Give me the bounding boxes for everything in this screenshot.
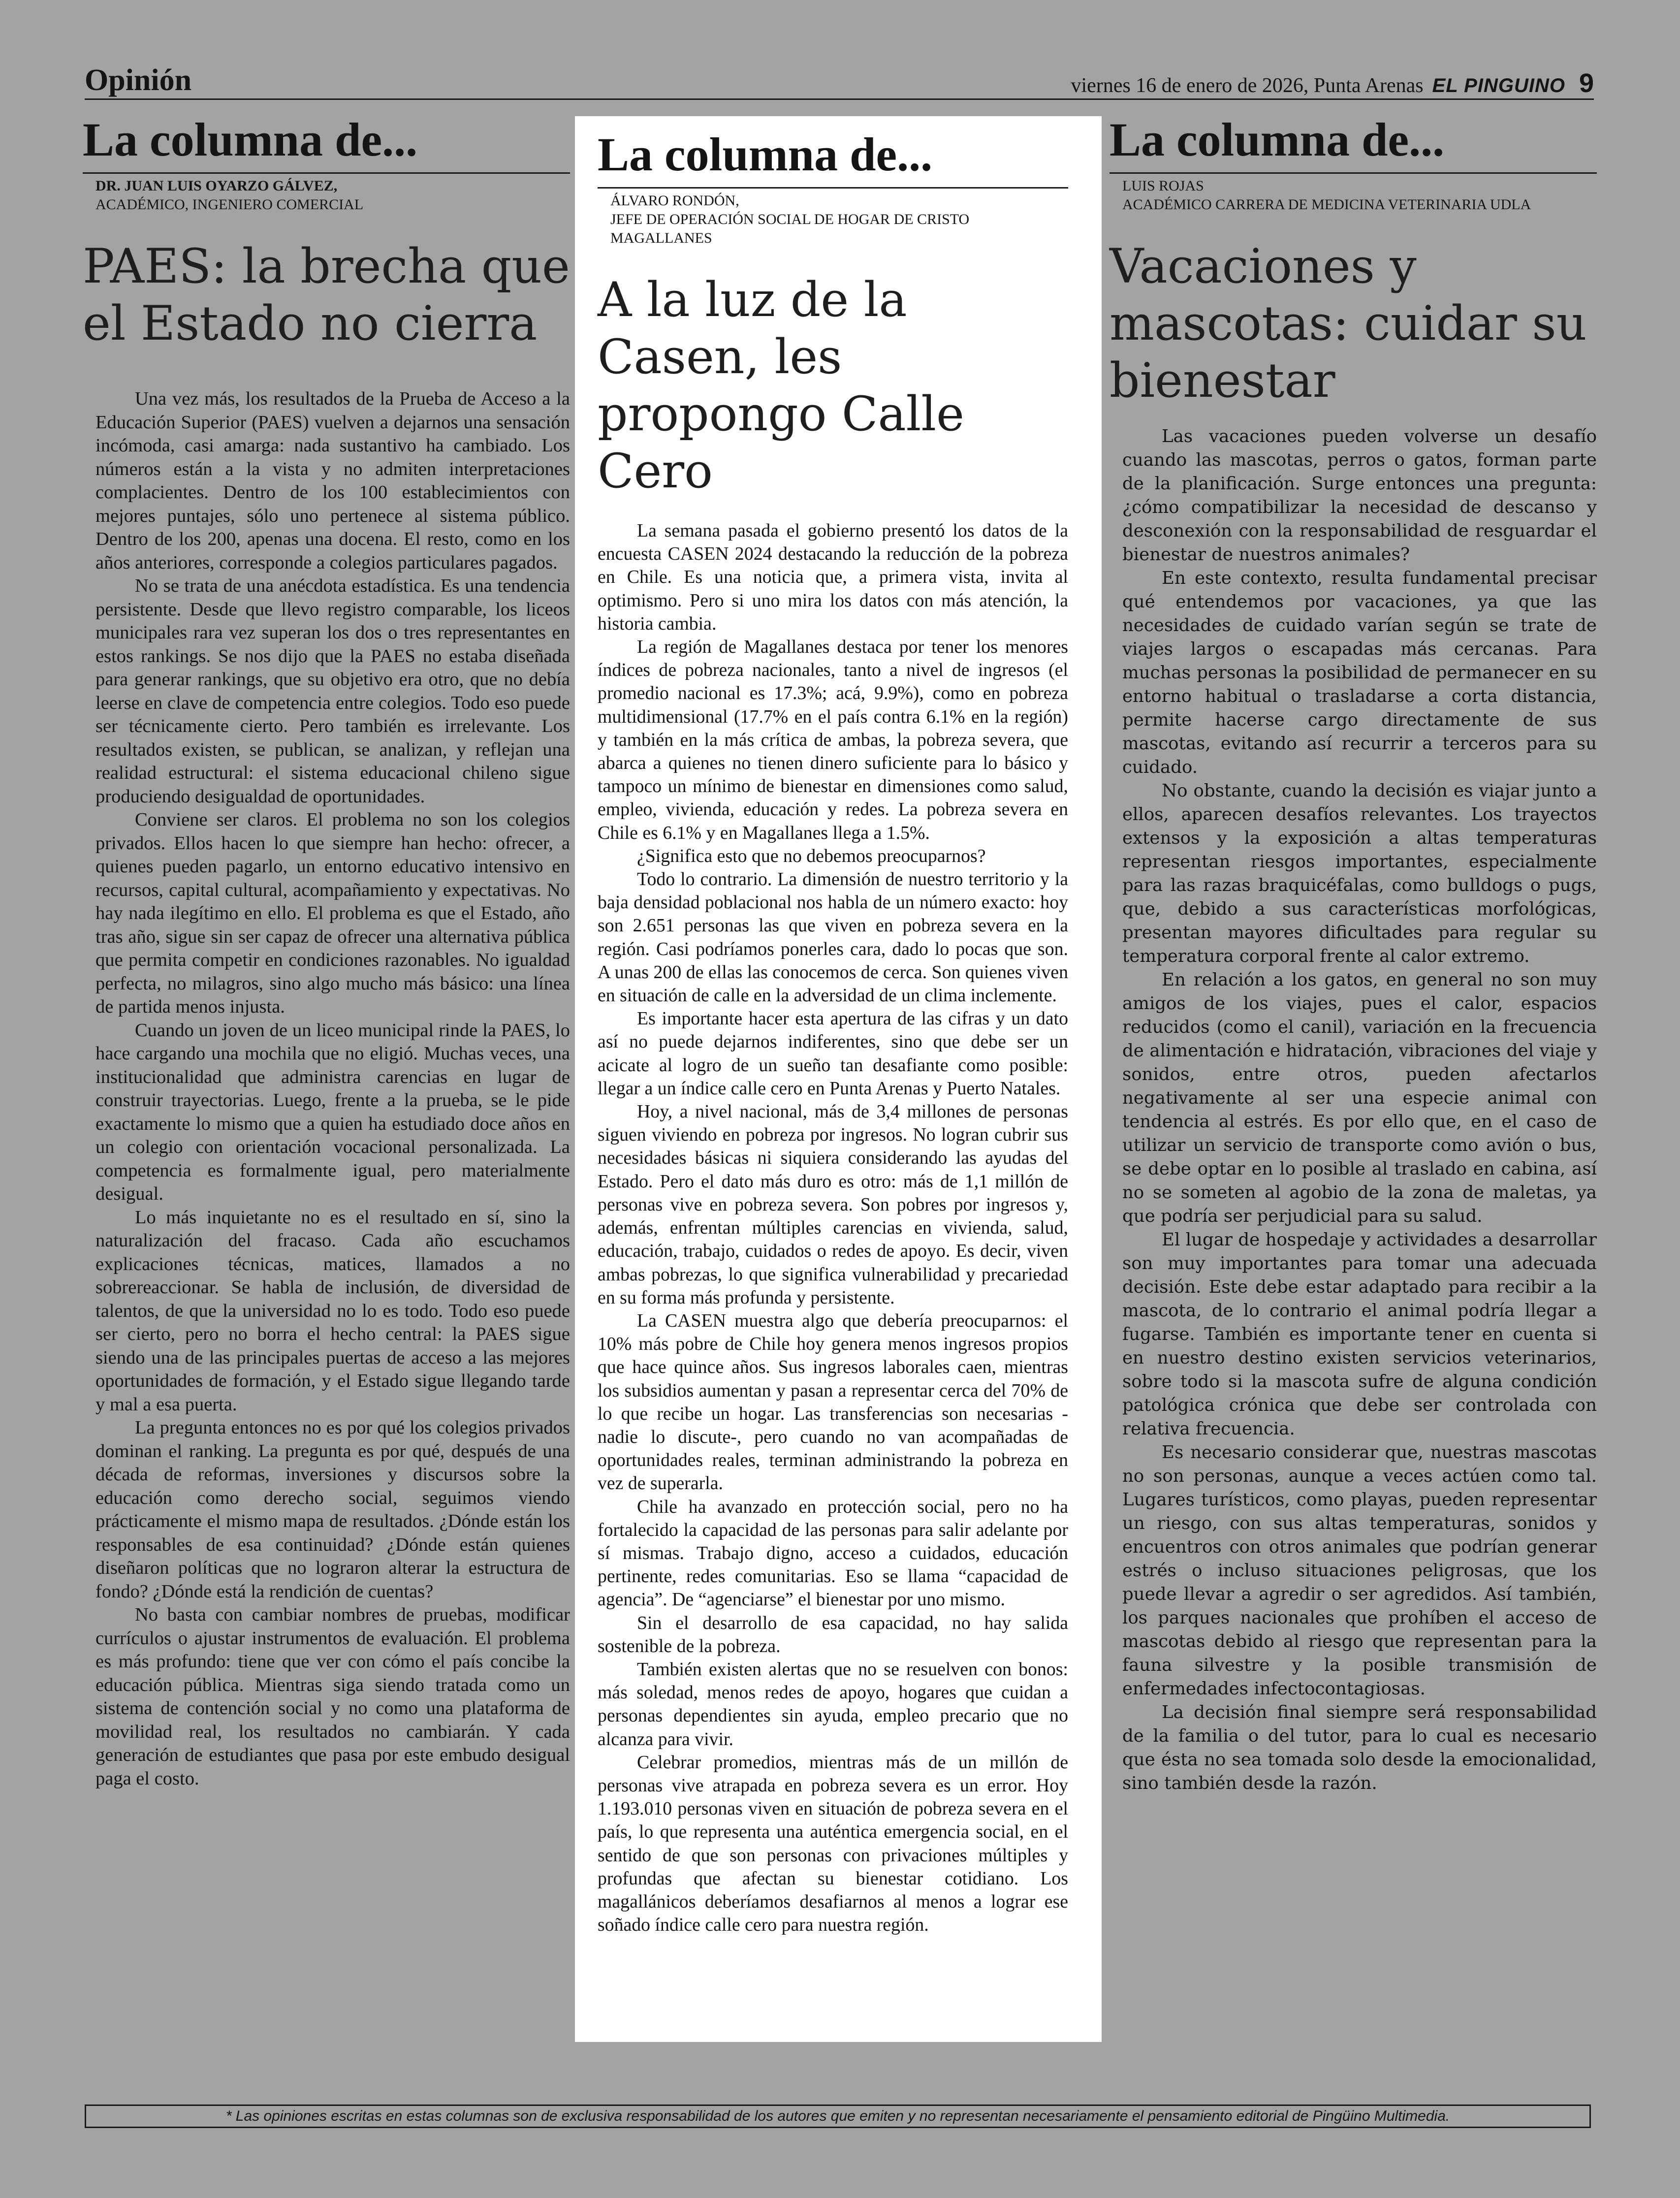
- author-name: ÁLVARO RONDÓN,: [610, 192, 739, 209]
- paragraph: Cuando un joven de un liceo municipal rinde la PAES, lo hace cargando una mochila que no eligió. Muchas veces, una institucionalidad que administra carencias en lugar de construir trayectorias. Luego, frente a la prueba, se le pide exactamente lo mismo que a quien ha estudiado doce años en un colegio con orientación vocacional personalizada. La competencia es formalmente igual, pero materialmente desigual.: [95, 1019, 570, 1204]
- author-byline: [1109, 177, 1597, 214]
- paragraph: No obstante, cuando la decisión es viajar junto a ellos, aparecen desafíos relevantes. Los trayectos extensos y la exposición a altas temperaturas representan riesgos importantes, especialmente para las razas braquicéfalas, como bulldogs o pugs, que, debido a sus características morfológicas, presentan mayores dificultades para regular su temperatura corporal frente al calor extremo.: [1122, 781, 1597, 966]
- column-left: [83, 113, 570, 1790]
- paragraph: La pregunta entonces no es por qué los colegios privados dominan el ranking. La pregunta es por qué, después de una década de reformas, inversiones y discursos sobre la educación como derecho social, seguimos viendo prácticamente el mismo mapa de resultados. ¿Dónde están los responsables de esa continuidad? ¿Dónde están quienes diseñaron políticas que no lograron alterar la estructura de fondo? ¿Dónde está la rendición de cuentas?: [95, 1417, 570, 1602]
- header-meta: [1071, 68, 1594, 98]
- paragraph: No basta con cambiar nombres de pruebas, modificar currículos o ajustar instrumentos de evaluación. El problema es más profundo: tiene que ver con cómo el país concibe la educación pública. Mientras siga siendo tratada como un sistema de contención social y no como una plataforma de movilidad real, los resultados no cambiarán. Y cada generación de estudiantes que pasa por este embudo desigual paga el costo.: [95, 1604, 570, 1789]
- page-number: 9: [1579, 68, 1594, 98]
- paragraph: Hoy, a nivel nacional, más de 3,4 millones de personas siguen viviendo en pobreza por ingresos. No logran cubrir sus necesidades básicas ni siquiera considerando las ayudas del Estado. Pero el dato más duro es otro: más de 1,1 millón de personas vive en pobreza severa. Son pobres por ingresos y, además, enfrentan múltiples carencias en vivienda, salud, educación, trabajo, cuidados o redes de apoyo. Es decir, viven ambas pobrezas, lo que significa vulnerabilidad y precariedad en su forma más profunda y persistente.: [598, 1101, 1068, 1308]
- article-body: [1109, 425, 1597, 1795]
- article-title: A la luz de la Casen, les propongo Calle Cero: [598, 272, 964, 499]
- paragraph: Chile ha avanzado en protección social, pero no ha fortalecido la capacidad de las personas para salir adelante por sí mismas. Trabajo digno, acceso a cuidados, educación pertinente, redes comunitarias. Eso se llama “capacidad de agencia”. De “agenciarse” el bienestar por uno mismo.: [598, 1496, 1068, 1610]
- author-byline: [598, 191, 1068, 248]
- paragraph: Una vez más, los resultados de la Prueba de Acceso a la Educación Superior (PAES) vuelven a dejarnos una sensación incómoda, casi amarga: nada sustantivo ha cambiado. Los números están a la vista y no admiten interpretaciones complacientes. Dentro de los 100 establecimientos con mejores puntajes, sólo uno pertenece al sistema público. Dentro de los 200, apenas una docena. El resto, como en los años anteriores, corresponde a colegios particulares pagados.: [95, 388, 570, 573]
- page-header: [85, 60, 1594, 100]
- article-body: [83, 387, 570, 1790]
- column-kicker: La columna de...: [598, 131, 1068, 189]
- paragraph: El lugar de hospedaje y actividades a desarrollar son muy importantes para tomar una adecuada decisión. Este debe estar adaptado para recibir a la mascota, de lo contrario el animal podría llegar a fugarse. También es importante tener en cuenta si en nuestro destino existen servicios veterinarios, sobre todo si la mascota sufre de alguna condición patológica crónica que debe ser controlada con relativa frecuencia.: [1122, 1230, 1597, 1439]
- paragraph: Lo más inquietante no es el resultado en sí, sino la naturalización del fracaso. Cada año escuchamos explicaciones técnicas, matices, llamados a no sobrereaccionar. Se habla de inclusión, de diversidad de talentos, de que la universidad no lo es todo. Todo eso puede ser cierto, pero no borra el hecho central: la PAES sigue siendo una de las principales puertas de acceso a las mejores oportunidades de formación, y el Estado sigue llegando tarde y mal a esa puerta.: [95, 1207, 570, 1415]
- article-title: PAES: la brecha que el Estado no cierra: [83, 239, 570, 351]
- author-byline: [83, 177, 570, 214]
- author-role: JEFE DE OPERACIÓN SOCIAL DE HOGAR DE CRISTO MAGALLANES: [610, 211, 970, 246]
- author-role: ACADÉMICO, INGENIERO COMERCIAL: [95, 196, 364, 213]
- paragraph: En este contexto, resulta fundamental precisar qué entendemos por vacaciones, ya que las necesidades de cuidado varían según se trate de viajes largos o escapadas más cercanas. Para muchas personas la posibilidad de permanecer en su entorno habitual o trasladarse a corta distancia, permite hacerse cargo directamente de sus mascotas, evitando así recurrir a terceros para su cuidado.: [1122, 568, 1597, 777]
- column-right: [1109, 113, 1597, 1795]
- article-body: [598, 519, 1068, 1937]
- paragraph: Conviene ser claros. El problema no son los colegios privados. Ellos hacen lo que siempre han hecho: ofrecer, a quienes pueden pagarlo, un entorno educativo intensivo en recursos, capital cultural, acompañamiento y expectativas. No hay nada ilegítimo en ello. El problema es que el Estado, año tras año, sigue sin ser capaz de ofrecer una alternativa pública que permita competir en condiciones razonables. No igualdad perfecta, no milagros, sino algo mucho más básico: una línea de partida menos injusta.: [95, 809, 570, 1017]
- author-name: DR. JUAN LUIS OYARZO GÁLVEZ,: [95, 178, 338, 194]
- paragraph: La decisión final siempre será responsabilidad de la familia o del tutor, para lo cual es necesario que ésta no sea tomada solo desde la emocionalidad, sino también desde la razón.: [1122, 1702, 1597, 1793]
- newspaper-logo: EL PINGUINO: [1432, 75, 1565, 96]
- section-name: Opinión: [85, 64, 192, 97]
- paragraph: La CASEN muestra algo que debería preocuparnos: el 10% más pobre de Chile hoy genera menos ingresos propios que hace quince años. Sus ingresos laborales caen, mientras los subsidios aumentan y pasan a representar cerca del 70% de lo que recibe un hogar. Las transferencias son necesarias -nadie lo discute-, pero cuando no van acompañadas de oportunidades reales, terminan administrando la pobreza en vez de superarla.: [598, 1310, 1068, 1494]
- paragraph: Es necesario considerar que, nuestras mascotas no son personas, aunque a veces actúen como tal. Lugares turísticos, como playas, pueden representar un riesgo, con sus altas temperaturas, sonidos y encuentros con otros animales que podrían generar estrés o incluso situaciones peligrosas, que los puede llevar a agredir o ser agredidos. Así también, los parques nacionales que prohíben el acceso de mascotas debido al riesgo que representan para la fauna silvestre y la posible transmisión de enfermedades infectocontagiosas.: [1122, 1442, 1597, 1699]
- paragraph: Las vacaciones pueden volverse un desafío cuando las mascotas, perros o gatos, forman parte de la planificación. Surge entonces una pregunta: ¿cómo compatibilizar la necesidad de descanso y desconexión con la responsabilidad de resguardar el bienestar de nuestros animales?: [1122, 426, 1597, 565]
- author-name: LUIS ROJAS: [1122, 178, 1204, 194]
- paragraph: La región de Magallanes destaca por tener los menores índices de pobreza nacionales, tanto a nivel de ingresos (el promedio nacional es 17.3%; acá, 9.9%), como en pobreza multidimensional (17.7% en el país contra 6.1% en la región) y también en la más crítica de ambas, la pobreza severa, que abarca a quienes no tienen dinero suficiente para lo básico y tampoco un mínimo de bienestar en dimensiones como salud, empleo, vivienda, educación y redes. La pobreza severa en Chile es 6.1% y en Magallanes llega a 1.5%.: [598, 637, 1068, 843]
- paragraph: No se trata de una anécdota estadística. Es una tendencia persistente. Desde que llevo registro comparable, los liceos municipales rara vez superan los dos o tres representantes en estos rankings. Se nos dijo que la PAES no estaba diseñada para generar rankings, que su objetivo era otro, que no debía leerse en clave de competencia entre colegios. Todo eso puede ser técnicamente cierto. Pero también es irrelevante. Los resultados existen, se publican, se analizan, y reflejan una realidad estructural: el sistema educacional chileno sigue produciendo desigualdad de oportunidades.: [95, 575, 570, 807]
- paragraph: La semana pasada el gobierno presentó los datos de la encuesta CASEN 2024 destacando la reducción de la pobreza en Chile. Es una noticia que, a primera vista, invita al optimismo. Pero si uno mira los datos con más atención, la historia cambia.: [598, 520, 1068, 634]
- paragraph: ¿Significa esto que no debemos preocuparnos?: [637, 845, 986, 866]
- paragraph: Es importante hacer esta apertura de las cifras y un dato así no puede dejarnos indiferentes, sino que debe ser un acicate al logro de un sueño tan desafiante como posible: llegar a un índice calle cero en Punta Arenas y Puerto Natales.: [598, 1008, 1068, 1099]
- article-title: Vacaciones y mascotas: cuidar su bienestar: [1109, 239, 1587, 408]
- column-center: [575, 116, 1102, 2042]
- date-place: viernes 16 de enero de 2026, Punta Arenas: [1071, 74, 1424, 97]
- paragraph: Celebrar promedios, mientras más de un millón de personas vive atrapada en pobreza severa es un error. Hoy 1.193.010 personas viven en situación de pobreza severa en el país, lo que representa una auténtica emergencia social, en el sentido de que son personas con privaciones múltiples y profundas que afectan su bienestar cotidiano. Los magallánicos deberíamos desafiarnos al menos a lograr ese soñado índice calle cero para nuestra región.: [598, 1752, 1068, 1936]
- disclaimer-footer: * Las opiniones escritas en estas columnas son de exclusiva responsabilidad de los autores que emiten y no representan necesariamente el pensamiento editorial de Pingüino Multimedia.: [85, 2104, 1591, 2128]
- paragraph: Todo lo contrario. La dimensión de nuestro territorio y la baja densidad poblacional nos habla de un número exacto: hoy son 2.651 personas las que viven en pobreza severa en la región. Casi podríamos ponerles cara, dado lo pocas que son. A unas 200 de ellas las conocemos de cerca. Son quienes viven en situación de calle en la adversidad de un clima inclemente.: [598, 869, 1068, 1006]
- paragraph: Sin el desarrollo de esa capacidad, no hay salida sostenible de la pobreza.: [598, 1612, 1068, 1656]
- column-kicker: La columna de...: [83, 116, 570, 174]
- column-kicker: La columna de...: [1109, 116, 1597, 174]
- author-role: ACADÉMICO CARRERA DE MEDICINA VETERINARIA UDLA: [1122, 196, 1531, 213]
- paragraph: En relación a los gatos, en general no son muy amigos de los viajes, pues el calor, espacios reducidos (como el canil), variación en la frecuencia de alimentación e hidratación, vibraciones del viaje y sonidos, entre otros, pueden afectarlos negativamente al ser una especie animal con tendencia al estrés. Es por ello que, en el caso de utilizar un servicio de transporte como avión o bus, se debe optar en lo posible al traslado en cabina, así no se someten al agobio de la zona de maletas, ya que podría ser perjudicial para su salud.: [1122, 970, 1597, 1226]
- paragraph: También existen alertas que no se resuelven con bonos: más soledad, menos redes de apoyo, hogares que cuidan a personas dependientes sin ayuda, empleo precario que no alcanza para vivir.: [598, 1658, 1068, 1750]
